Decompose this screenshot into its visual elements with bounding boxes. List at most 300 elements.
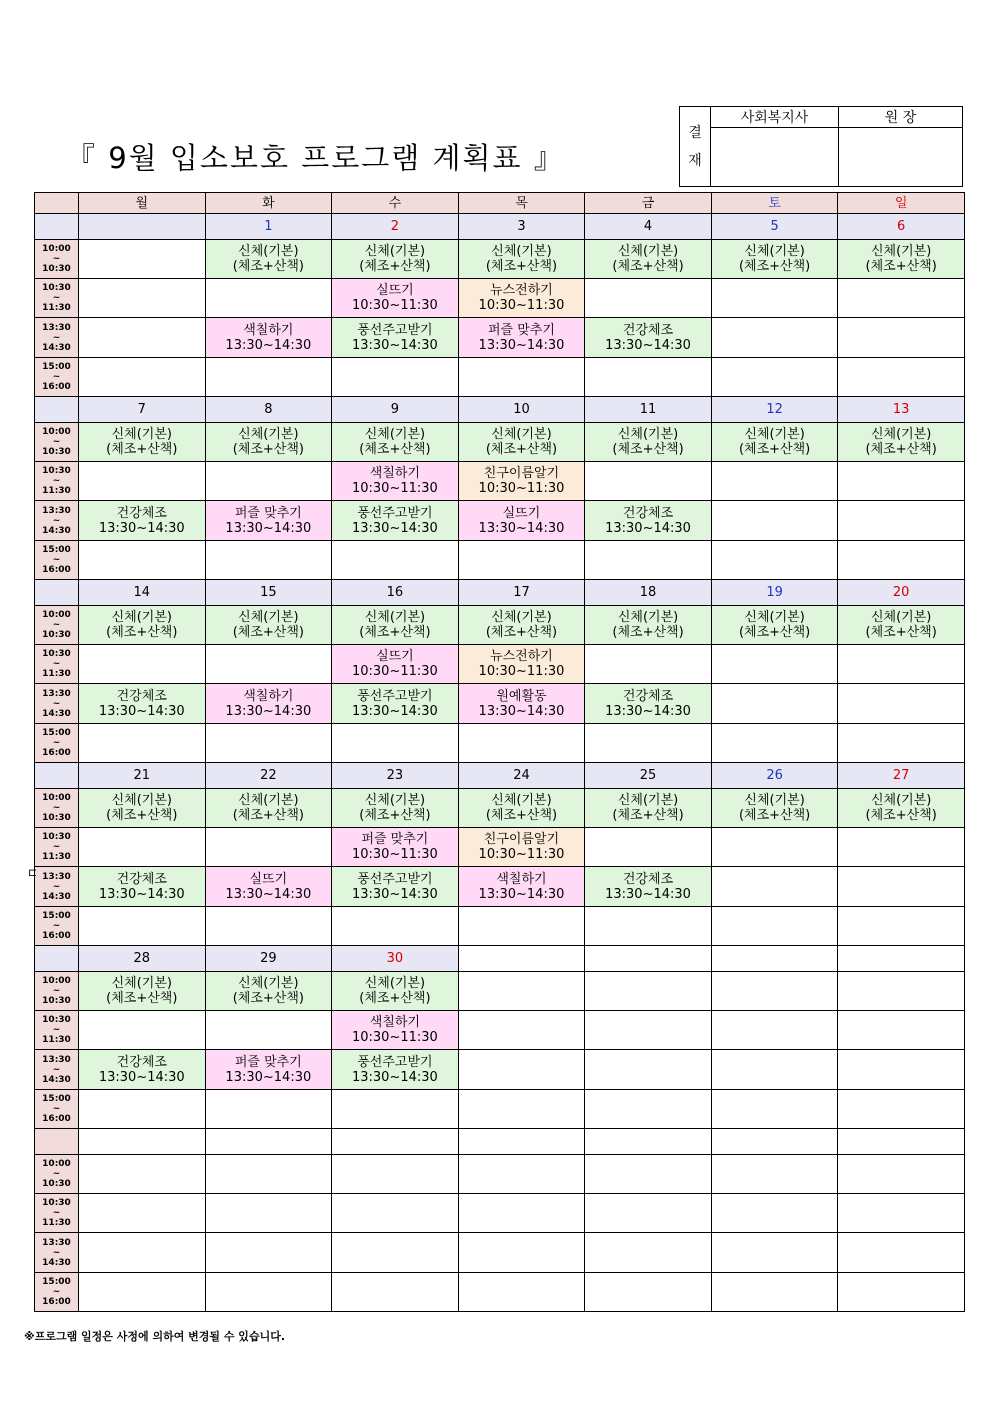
time-label (35, 1233, 79, 1273)
empty-cell (585, 1090, 712, 1129)
program-name: 신체(기본) (364, 610, 426, 625)
time-label-line: 13:30 (42, 505, 71, 516)
time-label-line: 10:00 (42, 793, 71, 803)
program-detail: 13:30~14:30 (351, 337, 438, 353)
empty-cell (711, 724, 838, 763)
program-cell[interactable] (79, 972, 206, 1011)
program-detail: (체조+산책) (612, 442, 684, 457)
program-cell[interactable] (332, 423, 459, 462)
program-cell[interactable] (332, 972, 459, 1011)
time-label (35, 724, 79, 763)
program-cell[interactable] (585, 501, 712, 541)
time-label (35, 1050, 79, 1090)
program-name: 색칠하기 (243, 688, 294, 704)
empty-cell (205, 358, 332, 397)
program-name: 풍선주고받기 (357, 505, 433, 521)
program-cell[interactable] (79, 789, 206, 828)
time-label-line: 14:30 (42, 1074, 71, 1085)
empty-cell (458, 1050, 585, 1090)
program-name: 신체(기본) (744, 244, 805, 259)
empty-cell (458, 1011, 585, 1050)
program-cell[interactable] (332, 684, 459, 724)
time-slot-row (35, 867, 965, 907)
program-detail: (체조+산책) (738, 625, 811, 640)
program-name: 풍선주고받기 (357, 322, 433, 338)
empty-cell (332, 1233, 459, 1273)
empty-cell (205, 1233, 332, 1273)
approval-role-social-worker: 사회복지사 (711, 107, 839, 128)
program-name: 퍼즐 맞추기 (234, 505, 302, 521)
empty-cell (458, 1090, 585, 1129)
time-label (35, 606, 79, 645)
program-cell[interactable] (79, 684, 206, 724)
time-label-line: 10:30 (42, 447, 71, 457)
program-cell[interactable] (458, 789, 585, 828)
empty-cell (332, 1155, 459, 1194)
empty-cell (585, 972, 712, 1011)
program-detail: (체조+산책) (106, 625, 178, 640)
time-label-line: ~ (52, 881, 61, 892)
program-cell[interactable] (458, 462, 585, 501)
program-cell[interactable] (458, 606, 585, 645)
time-label-line: ~ (52, 1287, 61, 1297)
time-label-line: ~ (52, 986, 61, 996)
program-name: 신체(기본) (111, 976, 172, 991)
date-cell (585, 946, 712, 972)
empty-cell (585, 1050, 712, 1090)
program-detail: (체조+산책) (232, 259, 304, 274)
program-cell[interactable] (332, 462, 459, 501)
time-label-line: 15:00 (42, 362, 71, 372)
program-detail: (체조+산책) (612, 259, 684, 274)
program-cell[interactable] (458, 279, 585, 318)
program-detail: 13:30~14:30 (478, 886, 565, 902)
empty-cell (332, 541, 459, 580)
program-cell[interactable] (205, 240, 332, 279)
date-cell: 4 (585, 214, 712, 240)
empty-cell (205, 1194, 332, 1233)
program-cell[interactable] (205, 423, 332, 462)
program-cell[interactable] (711, 606, 838, 645)
program-name: 퍼즐 맞추기 (488, 322, 555, 338)
program-detail: (체조+산책) (865, 625, 937, 640)
empty-cell (458, 541, 585, 580)
date-cell: 29 (205, 946, 332, 972)
program-name: 건강체조 (622, 505, 674, 521)
program-cell[interactable] (458, 240, 585, 279)
date-cell: 30 (332, 946, 459, 972)
footnote: ※프로그램 일정은 사정에 의하여 변경될 수 있습니다. (24, 1330, 285, 1343)
program-cell[interactable] (332, 828, 459, 867)
empty-cell (711, 1090, 838, 1129)
time-label (35, 1194, 79, 1233)
time-label (35, 867, 79, 907)
program-detail: 13:30~14:30 (605, 337, 691, 353)
empty-cell (205, 645, 332, 684)
date-cell: 13 (838, 397, 965, 423)
date-cell: 26 (711, 763, 838, 789)
program-name: 신체(기본) (617, 427, 679, 442)
program-cell[interactable] (458, 645, 585, 684)
date-cell (205, 1129, 332, 1155)
date-cell (711, 946, 838, 972)
time-slot-row (35, 541, 965, 580)
program-cell[interactable] (205, 1050, 332, 1090)
time-label-line: ~ (52, 437, 61, 447)
date-cell (838, 946, 965, 972)
time-label-line: 10:30 (42, 264, 71, 274)
empty-cell (711, 358, 838, 397)
time-label-line: ~ (52, 476, 61, 486)
empty-cell (838, 1155, 965, 1194)
program-cell[interactable] (838, 789, 965, 828)
program-name: 원예활동 (496, 688, 547, 704)
empty-cell (79, 1233, 206, 1273)
time-slot-row (35, 1194, 965, 1233)
program-name: 신체(기본) (364, 976, 426, 991)
date-row-corner (35, 763, 79, 789)
empty-cell (205, 907, 332, 946)
program-cell[interactable] (332, 1011, 459, 1050)
time-label-line: ~ (52, 659, 61, 669)
program-cell[interactable] (585, 318, 712, 358)
empty-cell (838, 358, 965, 397)
program-name: 실뜨기 (502, 505, 541, 521)
time-label (35, 541, 79, 580)
time-label (35, 240, 79, 279)
program-name: 신체(기본) (870, 427, 932, 442)
date-cell: 17 (458, 580, 585, 606)
date-cell (458, 1129, 585, 1155)
empty-cell (458, 724, 585, 763)
program-cell[interactable] (458, 684, 585, 724)
empty-cell (585, 462, 712, 501)
program-cell[interactable] (79, 1050, 206, 1090)
empty-cell (711, 541, 838, 580)
empty-cell (585, 1194, 712, 1233)
time-label-line: ~ (52, 555, 61, 565)
date-cell (711, 1129, 838, 1155)
program-name: 뉴스전하기 (490, 283, 553, 298)
time-label-line: ~ (52, 254, 61, 264)
time-label (35, 501, 79, 541)
program-detail: (체조+산책) (232, 625, 304, 640)
program-detail: 13:30~14:30 (351, 703, 438, 719)
program-name: 풍선주고받기 (357, 1054, 433, 1070)
empty-cell (711, 1050, 838, 1090)
program-detail: (체조+산책) (359, 991, 431, 1006)
empty-cell (838, 907, 965, 946)
program-name: 신체(기본) (617, 244, 679, 259)
empty-cell (711, 867, 838, 907)
time-label-line: 10:30 (42, 813, 71, 823)
time-label-line: 10:30 (42, 832, 71, 842)
program-detail: 13:30~14:30 (225, 886, 312, 902)
date-cell: 5 (711, 214, 838, 240)
empty-cell (585, 358, 712, 397)
date-cell (332, 1129, 459, 1155)
program-cell[interactable] (458, 318, 585, 358)
time-label (35, 684, 79, 724)
time-label (35, 318, 79, 358)
date-cell: 3 (458, 214, 585, 240)
program-cell[interactable] (205, 684, 332, 724)
empty-cell (458, 907, 585, 946)
program-cell[interactable] (458, 423, 585, 462)
margin-mark: ⊏ (28, 866, 38, 879)
program-cell[interactable] (585, 867, 712, 907)
empty-cell (838, 645, 965, 684)
empty-cell (79, 1155, 206, 1194)
program-name: 건강체조 (622, 871, 674, 887)
program-cell[interactable] (458, 501, 585, 541)
weekday-sat: 토 (711, 193, 838, 214)
program-cell[interactable] (332, 1050, 459, 1090)
time-slot-row (35, 645, 965, 684)
time-label-line: ~ (52, 1247, 61, 1258)
program-name: 퍼즐 맞추기 (234, 1054, 302, 1070)
time-label (35, 972, 79, 1011)
program-cell[interactable] (205, 867, 332, 907)
time-label-line: 13:30 (42, 688, 71, 699)
program-cell[interactable] (205, 606, 332, 645)
schedule-table (34, 192, 965, 1312)
time-slot-row (35, 1233, 965, 1273)
program-name: 신체(기본) (491, 427, 552, 442)
program-cell[interactable] (79, 501, 206, 541)
empty-cell (79, 541, 206, 580)
program-detail: 13:30~14:30 (98, 520, 185, 536)
program-cell[interactable] (79, 423, 206, 462)
program-detail: (체조+산책) (612, 625, 684, 640)
time-label (35, 1090, 79, 1129)
time-label-line: ~ (52, 293, 61, 303)
program-cell[interactable] (711, 423, 838, 462)
program-cell[interactable] (205, 972, 332, 1011)
empty-cell (585, 1233, 712, 1273)
time-slot-row (35, 1011, 965, 1050)
empty-cell (711, 684, 838, 724)
time-label (35, 462, 79, 501)
date-row (35, 946, 965, 972)
empty-cell (838, 684, 965, 724)
empty-cell (458, 1273, 585, 1312)
time-label-line: 10:00 (42, 244, 71, 254)
date-cell: 19 (711, 580, 838, 606)
program-name: 퍼즐 맞추기 (361, 832, 429, 847)
program-cell[interactable] (205, 789, 332, 828)
date-cell: 8 (205, 397, 332, 423)
program-cell[interactable] (585, 423, 712, 462)
empty-cell (205, 1090, 332, 1129)
program-name: 신체(기본) (617, 793, 679, 808)
empty-cell (79, 645, 206, 684)
time-label (35, 1011, 79, 1050)
empty-cell (585, 724, 712, 763)
program-detail: (체조+산책) (485, 625, 558, 640)
program-detail: 13:30~14:30 (605, 520, 691, 536)
program-name: 신체(기본) (111, 610, 172, 625)
empty-cell (332, 358, 459, 397)
weekday-mon: 월 (79, 193, 206, 214)
time-slot-row (35, 462, 965, 501)
program-cell[interactable] (458, 867, 585, 907)
program-cell[interactable] (79, 606, 206, 645)
time-label-line: 15:00 (42, 1094, 71, 1104)
program-detail: 13:30~14:30 (351, 1069, 438, 1085)
program-name: 신체(기본) (364, 244, 426, 259)
empty-cell (711, 645, 838, 684)
program-cell[interactable] (711, 240, 838, 279)
program-cell[interactable] (332, 501, 459, 541)
program-detail: 13:30~14:30 (478, 703, 565, 719)
program-cell[interactable] (332, 606, 459, 645)
time-label-line: ~ (52, 1169, 61, 1179)
program-cell[interactable] (332, 645, 459, 684)
empty-cell (585, 541, 712, 580)
program-cell[interactable] (458, 828, 585, 867)
empty-cell (711, 1233, 838, 1273)
empty-cell (585, 1273, 712, 1312)
time-label-line: 10:30 (42, 466, 71, 476)
weekday-sun: 일 (838, 193, 965, 214)
time-label-line: 16:00 (42, 565, 71, 575)
program-cell[interactable] (585, 240, 712, 279)
time-slot-row (35, 1090, 965, 1129)
program-cell[interactable] (838, 423, 965, 462)
empty-cell (205, 1011, 332, 1050)
time-slot-row (35, 828, 965, 867)
program-cell[interactable] (205, 501, 332, 541)
empty-cell (79, 1194, 206, 1233)
time-label-line: 10:00 (42, 427, 71, 437)
program-name: 색칠하기 (369, 1015, 421, 1030)
program-detail: 13:30~14:30 (605, 703, 691, 719)
time-label-line: ~ (52, 1025, 61, 1035)
empty-cell (585, 279, 712, 318)
date-row (35, 214, 965, 240)
program-cell[interactable] (838, 240, 965, 279)
program-cell[interactable] (332, 867, 459, 907)
empty-cell (711, 279, 838, 318)
date-cell: 25 (585, 763, 712, 789)
program-cell[interactable] (585, 789, 712, 828)
program-detail: 10:30~11:30 (351, 847, 438, 862)
empty-cell (838, 1233, 965, 1273)
empty-cell (332, 1273, 459, 1312)
weekday-tue: 화 (205, 193, 332, 214)
empty-cell (332, 907, 459, 946)
date-cell: 14 (79, 580, 206, 606)
empty-cell (838, 1090, 965, 1129)
program-cell[interactable] (332, 240, 459, 279)
date-cell: 11 (585, 397, 712, 423)
program-name: 신체(기본) (744, 610, 805, 625)
empty-cell (332, 724, 459, 763)
program-cell[interactable] (838, 606, 965, 645)
program-cell[interactable] (711, 789, 838, 828)
program-cell[interactable] (79, 867, 206, 907)
empty-cell (79, 358, 206, 397)
program-cell[interactable] (585, 606, 712, 645)
empty-cell (585, 828, 712, 867)
program-detail: (체조+산책) (485, 808, 558, 823)
time-label-line: 16:00 (42, 748, 71, 758)
program-name: 건강체조 (622, 322, 674, 338)
time-slot-row (35, 358, 965, 397)
empty-cell (838, 1273, 965, 1312)
signature-box-social-worker[interactable] (711, 128, 839, 187)
program-cell[interactable] (205, 318, 332, 358)
empty-cell (205, 1273, 332, 1312)
time-slot-row (35, 1155, 965, 1194)
program-detail: (체조+산책) (106, 991, 178, 1006)
time-label-line: 10:30 (42, 996, 71, 1006)
program-detail: (체조+산책) (359, 625, 431, 640)
program-name: 풍선주고받기 (357, 688, 433, 704)
empty-cell (838, 462, 965, 501)
date-cell: 12 (711, 397, 838, 423)
program-detail: (체조+산책) (359, 442, 431, 457)
program-detail: (체조+산책) (359, 808, 431, 823)
empty-cell (79, 907, 206, 946)
date-cell: 21 (79, 763, 206, 789)
empty-cell (585, 907, 712, 946)
signature-box-director[interactable] (839, 128, 963, 187)
time-label-line: ~ (52, 1208, 61, 1218)
empty-cell (205, 828, 332, 867)
time-label-line: 16:00 (42, 1114, 71, 1124)
time-label (35, 279, 79, 318)
time-slot-row (35, 318, 965, 358)
time-label-line: 11:30 (42, 852, 71, 862)
program-detail: (체조+산책) (232, 442, 304, 457)
program-name: 신체(기본) (870, 610, 932, 625)
program-detail: 10:30~11:30 (351, 298, 438, 313)
time-label-line: 11:30 (42, 1218, 71, 1228)
empty-cell (205, 279, 332, 318)
empty-cell (585, 1011, 712, 1050)
empty-cell (711, 972, 838, 1011)
time-label-line: 10:00 (42, 610, 71, 620)
weekday-wed: 수 (332, 193, 459, 214)
time-label-line: ~ (52, 698, 61, 709)
program-cell[interactable] (585, 684, 712, 724)
program-cell[interactable] (332, 318, 459, 358)
program-detail: (체조+산책) (865, 259, 937, 274)
date-row (35, 1129, 965, 1155)
time-label (35, 907, 79, 946)
weekday-thu: 목 (458, 193, 585, 214)
program-detail: 13:30~14:30 (98, 703, 185, 719)
program-detail: (체조+산책) (232, 808, 304, 823)
empty-cell (838, 1194, 965, 1233)
program-name: 신체(기본) (238, 976, 299, 991)
time-label-line: 10:00 (42, 976, 71, 986)
date-cell: 10 (458, 397, 585, 423)
date-cell: 6 (838, 214, 965, 240)
program-cell[interactable] (332, 279, 459, 318)
time-label-line: 14:30 (42, 891, 71, 902)
empty-cell (79, 462, 206, 501)
program-name: 신체(기본) (238, 244, 299, 259)
program-name: 신체(기본) (870, 793, 932, 808)
time-label-line: 10:30 (42, 649, 71, 659)
time-label-line: 11:30 (42, 1035, 71, 1045)
program-cell[interactable] (332, 789, 459, 828)
date-cell: 20 (838, 580, 965, 606)
time-label-line: ~ (52, 332, 61, 343)
